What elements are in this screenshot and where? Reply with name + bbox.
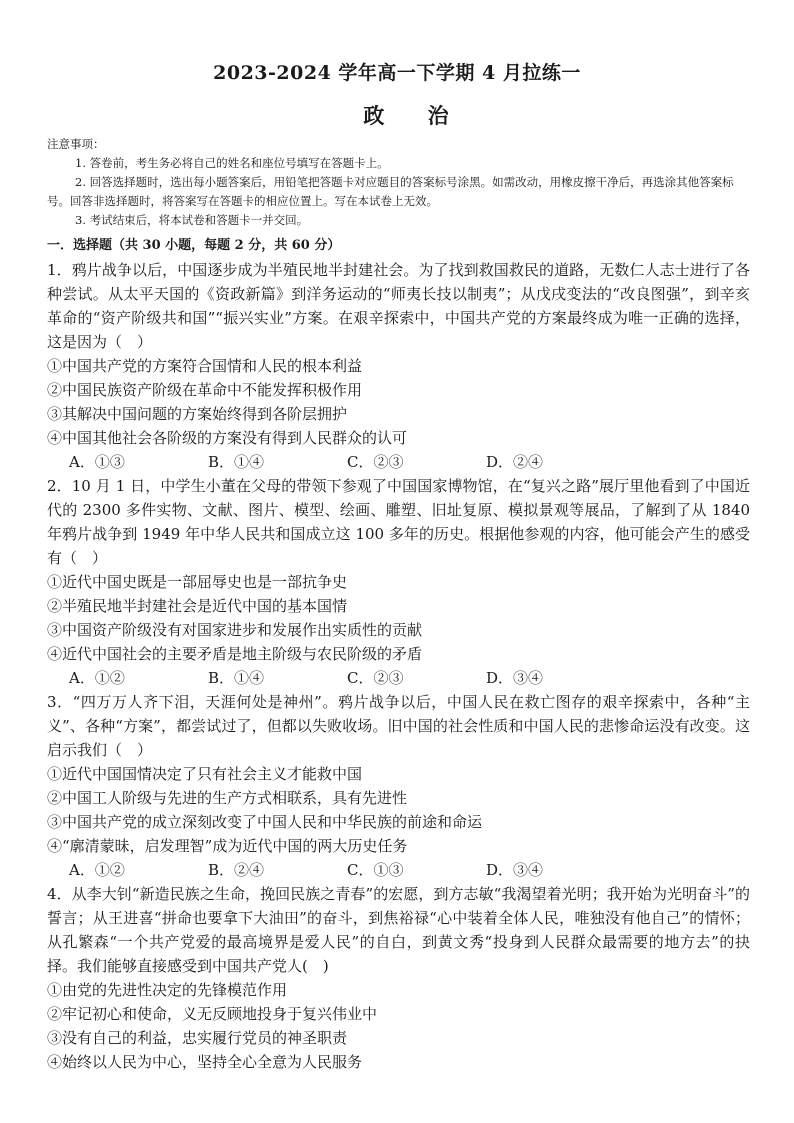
statement-option: ①近代中国史既是一部屈辱史也是一部抗争史 <box>47 573 348 591</box>
choice-b[interactable]: B．①④ <box>208 669 265 687</box>
choice-d[interactable]: D．②④ <box>486 453 544 471</box>
choice-c[interactable]: C．②③ <box>347 669 404 687</box>
statement-option: ④始终以人民为中心，坚持全心全意为人民服务 <box>47 1053 363 1071</box>
section-heading: 一．选择题（共 30 小题，每题 2 分，共 60 分） <box>47 238 341 253</box>
answer-choices <box>47 666 750 690</box>
question-stem: 2．10 月 1 日，中学生小董在父母的带领下参观了中国国家博物馆，在“复兴之路”展厅里他看到了中国近代的 2300 多件实物、文献、图片、模型、绘画、雕塑、旧址复原、模拟景观等展品，了解到了从 1840 年鸦片战争到 1949 年中华人民共和国成立这 100 多年的历史。根据他参观的内容，他可能会产生的感受有（ ） <box>47 477 750 567</box>
statement-option: ③没有自己的利益，忠实履行党员的神圣职责 <box>47 1029 348 1047</box>
notice-block <box>47 135 747 230</box>
statement-option: ②半殖民地半封建社会是近代中国的基本国情 <box>47 597 348 615</box>
statement-option: ②牢记初心和使命，义无反顾地投身于复兴伟业中 <box>47 1005 378 1023</box>
statement-option: ④“廓清蒙昧，启发理智”成为近代中国的两大历史任务 <box>47 837 408 855</box>
question-1 <box>47 258 750 474</box>
statement-option: ④近代中国社会的主要矛盾是地主阶级与农民阶级的矛盾 <box>47 645 423 663</box>
question-3 <box>47 690 750 882</box>
choice-c[interactable]: C．②③ <box>347 453 404 471</box>
choice-c[interactable]: C．①③ <box>347 861 404 879</box>
statement-option: ③中国共产党的成立深刻改变了中国人民和中华民族的前途和命运 <box>47 813 483 831</box>
choice-b[interactable]: B．①④ <box>208 453 265 471</box>
choice-a[interactable]: A．①② <box>69 669 125 687</box>
subject-title: 政 治 <box>363 103 467 128</box>
question-stem: 4．从李大钊“新造民族之生命，挽回民族之青春”的宏愿，到方志敏“我渴望着光明；我开始为光明奋斗”的誓言；从王进喜“拼命也要拿下大油田”的奋斗，到焦裕禄“心中装着全体人民，唯独没有他自己”的情怀；从孔繁森“一个共产党爱的最高境界是爱人民”的自白，到黄文秀“投身到人民群众最需要的地方去”的抉择。我们能够直接感受到中国共产党人( ) <box>47 885 750 975</box>
question-stem: 1．鸦片战争以后，中国逐步成为半殖民地半封建社会。为了找到救国救民的道路，无数仁人志士进行了各种尝试。从太平天国的《资政新篇》到洋务运动的“师夷长技以制夷”；从戊戌变法的“改良图强”，到辛亥革命的“资产阶级共和国”“振兴实业”方案。在艰辛探索中，中国共产党的方案最终成为唯一正确的选择，这是因为（ ） <box>47 261 750 351</box>
question-2 <box>47 474 750 690</box>
choice-d[interactable]: D．③④ <box>486 669 544 687</box>
notice-heading: 注意事项： <box>47 137 105 151</box>
statement-option: ③中国资产阶级没有对国家进步和发展作出实质性的贡献 <box>47 621 423 639</box>
statement-option: ①中国共产党的方案符合国情和人民的根本利益 <box>47 357 363 375</box>
question-stem: 3．“四万万人齐下泪，天涯何处是神州”。鸦片战争以后，中国人民在救亡图存的艰辛探索中，各种“主义”、各种“方案”，都尝试过了，但都以失败收场。旧中国的社会性质和中国人民的悲惨命运没有改变。这启示我们（ ） <box>47 693 750 759</box>
answer-choices <box>47 450 750 474</box>
statement-option: ②中国工人阶级与先进的生产方式相联系，具有先进性 <box>47 789 408 807</box>
statement-option: ①由党的先进性决定的先锋模范作用 <box>47 981 288 999</box>
exam-title: 2023-2024 学年高一下学期 4 月拉练一 <box>213 62 581 84</box>
statement-option: ①近代中国国情决定了只有社会主义才能救中国 <box>47 765 363 783</box>
choice-a[interactable]: A．①③ <box>69 453 125 471</box>
choice-a[interactable]: A．①② <box>69 861 125 879</box>
question-4 <box>47 882 750 1074</box>
notice-item: 2. 回答选择题时，选出每小题答案后，用铅笔把答题卡对应题目的答案标号涂黑。如需改动，用橡皮擦干净后，再选涂其他答案标号。回答非选择题时，将答案写在答题卡的相应位置上。写在本试卷上无效。 <box>47 175 734 208</box>
notice-item: 3. 考试结束后，将本试卷和答题卡一并交回。 <box>75 213 309 227</box>
notice-item: 1. 答卷前，考生务必将自己的姓名和座位号填写在答题卡上。 <box>75 156 389 170</box>
statement-option: ④中国其他社会各阶级的方案没有得到人民群众的认可 <box>47 429 408 447</box>
choice-b[interactable]: B．②④ <box>208 861 265 879</box>
questions-area <box>47 258 750 1074</box>
answer-choices <box>47 858 750 882</box>
statement-option: ②中国民族资产阶级在革命中不能发挥积极作用 <box>47 381 363 399</box>
statement-option: ③其解决中国问题的方案始终得到各阶层拥护 <box>47 405 348 423</box>
choice-d[interactable]: D．③④ <box>486 861 544 879</box>
